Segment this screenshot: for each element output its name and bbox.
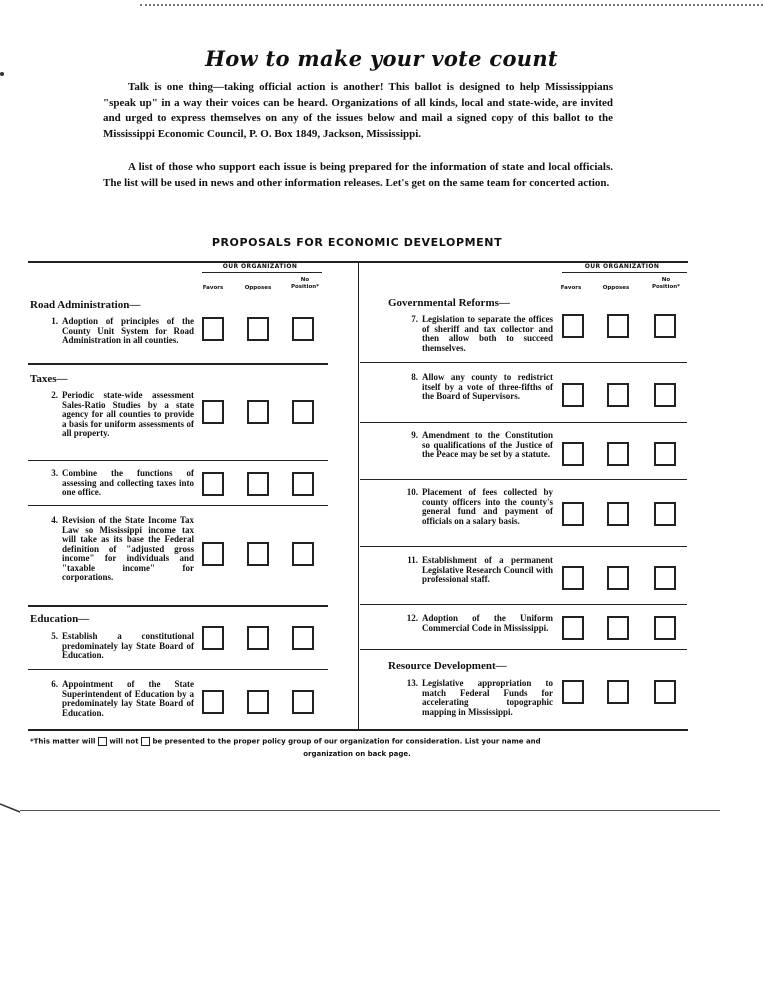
item-7-number: 7. <box>411 314 418 324</box>
item-10-text: Placement of fees collected by county officers into the county's general fund and payment of officials on a salary basis. <box>422 487 553 526</box>
item-10-no-position-checkbox[interactable] <box>654 502 676 526</box>
item-8-opposes-checkbox[interactable] <box>607 383 629 407</box>
item-11-text: Establishment of a permanent Legislative Research Council with professional staff. <box>422 555 553 584</box>
item-11 <box>407 555 553 585</box>
footnote-will-not-checkbox[interactable] <box>141 737 150 746</box>
rule-left-5 <box>28 669 328 670</box>
item-10-number: 10. <box>406 487 418 497</box>
footnote-will-label: *This matter will <box>30 737 96 746</box>
table-bottom-rule <box>28 729 688 731</box>
item-12 <box>406 613 553 633</box>
item-4-number: 4. <box>51 515 58 525</box>
item-12-opposes-checkbox[interactable] <box>607 616 629 640</box>
intro-paragraph-2 <box>103 160 613 191</box>
rule-left-4 <box>28 605 328 607</box>
org-header-rule-left <box>202 272 322 273</box>
item-7-favors-checkbox[interactable] <box>562 314 584 338</box>
item-13-opposes-checkbox[interactable] <box>607 680 629 704</box>
item-11-no-position-checkbox[interactable] <box>654 566 676 590</box>
item-8 <box>411 372 553 402</box>
item-2-text: Periodic state-wide assessment Sales-Ratio Studies by a state agency for all counties to provide a basis for uniform assessments of all property. <box>62 390 194 438</box>
item-3 <box>51 468 194 498</box>
rule-right-5 <box>360 604 687 605</box>
item-4 <box>51 515 194 583</box>
item-12-text: Adoption of the Uniform Commercial Code in Mississippi. <box>422 613 553 633</box>
item-3-favors-checkbox[interactable] <box>202 472 224 496</box>
item-8-number: 8. <box>411 372 418 382</box>
col-no-label-right: No <box>661 277 671 283</box>
footnote-line-2: organization on back page. <box>303 750 411 758</box>
section-governmental-reforms: Governmental Reforms— <box>388 297 510 309</box>
col-favors-left: Favors <box>202 285 224 291</box>
item-8-favors-checkbox[interactable] <box>562 383 584 407</box>
item-1 <box>51 316 194 346</box>
item-1-number: 1. <box>51 316 58 326</box>
intro-paragraph-2-text: A list of those who support each issue is being prepared for the information of state and local officials. The list will be used in news and other information releases. Let's get on the same team for concerted action. <box>103 161 613 189</box>
item-6-opposes-checkbox[interactable] <box>247 690 269 714</box>
intro-paragraph-1-text: Talk is one thing—taking official action is another! This ballot is designed to help Mississippians "speak up" in a way their voices can be heard. Organizations of all kinds, local and state-wide, are invited and urged to express themselves on any of the issues below and mail a signed copy of this ballot to the Mississippi Economic Council, P. O. Box 1849, Jackson, Mississippi. <box>103 81 613 140</box>
rule-left-3 <box>28 505 328 506</box>
item-13-no-position-checkbox[interactable] <box>654 680 676 704</box>
col-position-label-right: Position* <box>651 284 681 290</box>
proposals-title: PROPOSALS FOR ECONOMIC DEVELOPMENT <box>211 236 503 249</box>
column-divider <box>358 262 359 730</box>
item-5-no-position-checkbox[interactable] <box>292 626 314 650</box>
item-5-number: 5. <box>51 631 58 641</box>
rule-right-2 <box>360 422 687 423</box>
page-title: How to make your vote count <box>205 46 558 71</box>
item-13-favors-checkbox[interactable] <box>562 680 584 704</box>
item-10-opposes-checkbox[interactable] <box>607 502 629 526</box>
org-header-rule-right <box>562 272 687 273</box>
section-resource-development: Resource Development— <box>388 660 507 672</box>
item-9-no-position-checkbox[interactable] <box>654 442 676 466</box>
section-road-administration: Road Administration— <box>30 299 141 311</box>
col-favors-right: Favors <box>560 285 582 291</box>
item-9-number: 9. <box>411 430 418 440</box>
col-no-label-left: No <box>300 277 310 283</box>
item-6-text: Appointment of the State Superintendent of Education by a predominately lay State Board of Education. <box>62 679 194 718</box>
col-opposes-right: Opposes <box>602 285 630 291</box>
bottom-fold-line <box>20 810 720 811</box>
rule-right-6 <box>360 649 687 650</box>
item-3-text: Combine the functions of assessing and collecting taxes into one office. <box>62 468 194 497</box>
item-9-opposes-checkbox[interactable] <box>607 442 629 466</box>
footnote-will-not-label: will not <box>109 737 139 746</box>
item-9-text: Amendment to the Constitution so qualifications of the Justice of the Peace may be set by a statute. <box>422 430 553 459</box>
item-10-favors-checkbox[interactable] <box>562 502 584 526</box>
item-3-no-position-checkbox[interactable] <box>292 472 314 496</box>
col-no-position-left <box>285 277 325 291</box>
item-12-number: 12. <box>406 613 418 623</box>
rule-left-1 <box>28 363 328 365</box>
item-4-opposes-checkbox[interactable] <box>247 542 269 566</box>
intro-paragraph-1 <box>103 80 613 142</box>
rule-right-3 <box>360 479 687 480</box>
top-dotted-border <box>140 4 763 6</box>
item-1-opposes-checkbox[interactable] <box>247 317 269 341</box>
item-10 <box>406 487 553 526</box>
item-5-text: Establish a constitutional predominately lay State Board of Education. <box>62 631 194 660</box>
item-12-no-position-checkbox[interactable] <box>654 616 676 640</box>
item-7-no-position-checkbox[interactable] <box>654 314 676 338</box>
footnote-line-1 <box>30 737 690 746</box>
item-12-favors-checkbox[interactable] <box>562 616 584 640</box>
item-7 <box>411 314 553 353</box>
rule-left-2 <box>28 460 328 461</box>
item-11-number: 11. <box>407 555 418 565</box>
item-5-favors-checkbox[interactable] <box>202 626 224 650</box>
item-8-text: Allow any county to redistrict itself by a vote of three-fifths of the Board of Supervisors. <box>422 372 553 401</box>
item-2-no-position-checkbox[interactable] <box>292 400 314 424</box>
section-education: Education— <box>30 613 90 625</box>
col-opposes-left: Opposes <box>244 285 272 291</box>
item-13 <box>406 678 553 717</box>
item-4-favors-checkbox[interactable] <box>202 542 224 566</box>
margin-dot <box>0 72 4 76</box>
item-6-no-position-checkbox[interactable] <box>292 690 314 714</box>
item-2-number: 2. <box>51 390 58 400</box>
item-9 <box>411 430 553 460</box>
item-5 <box>51 631 194 661</box>
item-13-text: Legislative appropriation to match Federal Funds for accelerating topographic mapping in Mississippi. <box>422 678 553 717</box>
col-position-label-left: Position* <box>290 284 320 290</box>
item-6 <box>51 679 194 718</box>
item-1-no-position-checkbox[interactable] <box>292 317 314 341</box>
item-2 <box>51 390 194 439</box>
org-header-right: OUR ORGANIZATION <box>584 263 660 270</box>
item-4-no-position-checkbox[interactable] <box>292 542 314 566</box>
footnote-body: be presented to the proper policy group of our organization for consideration. List your name and <box>152 737 541 746</box>
item-1-text: Adoption of principles of the County Unit System for Road Administration in all counties. <box>62 316 194 345</box>
org-header-left: OUR ORGANIZATION <box>222 263 298 270</box>
item-6-favors-checkbox[interactable] <box>202 690 224 714</box>
item-3-number: 3. <box>51 468 58 478</box>
rule-right-1 <box>360 362 687 363</box>
fold-arrow-icon <box>0 802 22 816</box>
item-11-opposes-checkbox[interactable] <box>607 566 629 590</box>
item-6-number: 6. <box>51 679 58 689</box>
item-1-favors-checkbox[interactable] <box>202 317 224 341</box>
item-11-favors-checkbox[interactable] <box>562 566 584 590</box>
footnote-will-checkbox[interactable] <box>98 737 107 746</box>
col-no-position-right <box>646 277 686 291</box>
item-3-opposes-checkbox[interactable] <box>247 472 269 496</box>
item-9-favors-checkbox[interactable] <box>562 442 584 466</box>
item-2-opposes-checkbox[interactable] <box>247 400 269 424</box>
rule-right-4 <box>360 546 687 547</box>
item-8-no-position-checkbox[interactable] <box>654 383 676 407</box>
section-taxes: Taxes— <box>30 373 68 385</box>
item-2-favors-checkbox[interactable] <box>202 400 224 424</box>
item-7-opposes-checkbox[interactable] <box>607 314 629 338</box>
item-4-text: Revision of the State Income Tax Law so Mississippi income tax will take as its base the Federal definition of "adjusted gross income" for individuals and "taxable income" for corporations. <box>62 515 194 582</box>
item-5-opposes-checkbox[interactable] <box>247 626 269 650</box>
item-7-text: Legislation to separate the offices of sheriff and tax collector and then allow both to succeed themselves. <box>422 314 553 353</box>
item-13-number: 13. <box>406 678 418 688</box>
